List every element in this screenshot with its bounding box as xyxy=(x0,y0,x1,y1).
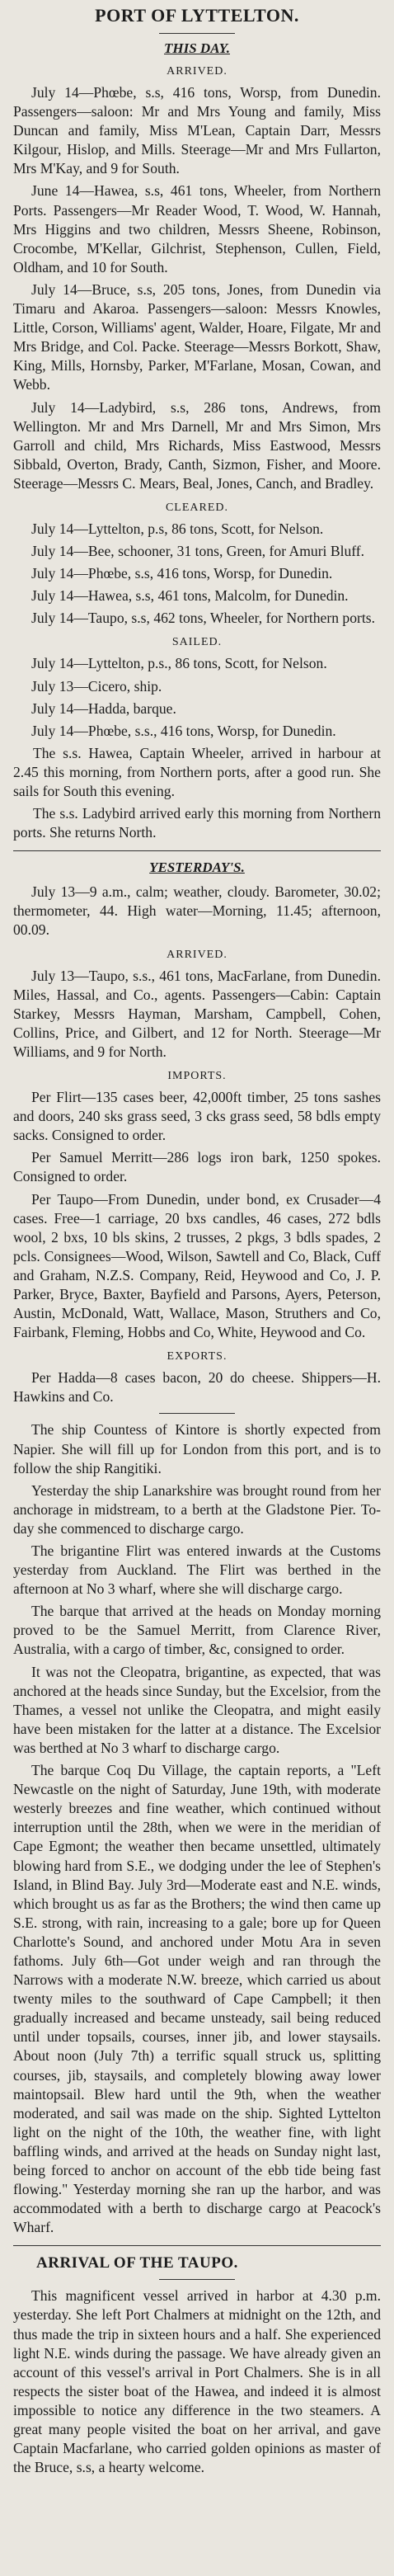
import-entry: Per Flirt—135 cases beer, 42,000ft timber, 25 tons sashes and doors, 240 sks grass seed, 3 cks grass seed, 58 bdls empty sacks. Consigned to order. xyxy=(13,1089,381,1144)
page-title: PORT OF LYTTELTON. xyxy=(95,5,299,26)
import-entry: Per Taupo—From Dunedin, under bond, ex Crusader—4 cases. Free—1 carriage, 20 bxs candles, 46 cases, 272 bdls wool, 2 bxs, 10 bls skins, 2 trusses, 2 pkgs, 3 bdls spades, 2 pcls. Consignees—Wood, Wilson, Sawtell and Co, Black, Cuff and Graham, N.Z.S. Company, Reid, Heywood and Co, J. P. Parker, Bryce, Baxter, Bayfield and Parsons, Ayers, Peterson, Austin, McDonald, Watt, Wallace, Mason, Struthers and Co, Fairbank, Fleming, Hobbs and Co, White, Heywood and Co. xyxy=(13,1190,381,1341)
news-divider xyxy=(159,1413,235,1414)
sailed-heading: SAILED. xyxy=(171,636,223,649)
cleared-entry: July 14—Lyttelton, p.s, 86 tons, Scott, for Nelson. xyxy=(31,520,324,537)
yesterday-arrived-heading: ARRIVED. xyxy=(167,948,227,961)
this-day-heading: THIS DAY. xyxy=(164,40,230,56)
export-entry: Per Hadda—8 cases bacon, 20 do cheese. Shippers—H. Hawkins and Co. xyxy=(13,1369,381,1406)
yesterday-arrived-entry: July 13—Taupo, s.s., 461 tons, MacFarlane, from Dunedin. Miles, Hassal, and Co., agents. Passengers—Cabin: Captain Starkey, Messrs Hayman, Marsham, Campbell, Cohen, Collins, Price, and Gilbert, and 12 for North. Steerage—Mr Williams, and 9 for North. xyxy=(13,967,381,1060)
cleared-entry: July 14—Phœbe, s.s, 416 tons, Worsp, for Dunedin. xyxy=(31,565,333,582)
arrival-notices xyxy=(13,744,381,842)
arrived-entry: July 14—Bruce, s.s, 205 tons, Jones, from Dunedin via Timaru and Akaroa. Passengers—saloon: Messrs Knowles, Little, Corson, Williams' agent, Walder, Hoare, Filgate, Mr and Mrs Bridge, and Col. Packe. Steerage—Messrs Borkott, Shaw, King, Mills, Hornsby, Parker, M'Farlane, Mosan, Cowan, and Webb. xyxy=(13,280,381,393)
notice-paragraph: The s.s. Hawea, Captain Wheeler, arrived in harbour at 2.45 this morning, from Northern ports, after a good run. She sails for South this evening. xyxy=(13,744,381,799)
arrived-entry: July 14—Phœbe, s.s, 416 tons, Worsp, from Dunedin. Passengers—saloon: Mr and Mrs Young and family, Miss Duncan and family, Miss M'Lean, Captain Darr, Messrs Kilgour, Hislop, and Mills. Steerage—Mr and Mrs Fullarton, Mrs M'Kay, and 9 for South. xyxy=(13,84,381,177)
arrived-entry: June 14—Hawea, s.s, 461 tons, Wheeler, from Northern Ports. Passengers—Mr Reader Wood, T. Wood, W. Hannah, Mrs Higgins and two children, Messrs Sheene, Robinson, Crocombe, M'Kellar, Gilchrist, Stephenson, Cullen, Field, Oldham, and 10 for South. xyxy=(13,182,381,275)
news-paragraph: The ship Countess of Kintore is shortly expected from Napier. She will fill up for London from this port, and is to follow the ship Rangitiki. xyxy=(13,1421,381,1476)
cleared-entry: July 14—Bee, schooner, 31 tons, Green, for Amuri Bluff. xyxy=(31,543,365,560)
news-paragraph: The barque Coq Du Village, the captain reports, a "Left Newcastle on the night of Saturday, June 19th, with moderate westerly breezes and fine weather, which continued without interruption until the 28th, when we were in the meridian of Cape Egmont; the weather then became unsettled, ultimately blowing hard from S.E., we dodging under the lee of Stephen's Island, in Blind Bay. July 3rd—Moderate east and N.E. winds, which brought us as far as the Brothers; the wind then came up S.E. strong, with rain, increasing to a gale; bore up for Queen Charlotte's Sound, and anchored under Motu Ara in seven fathoms. July 6th—Got under weigh and ran through the Narrows with a moderate N.W. breeze, which carried us about twenty miles to the southward of Cape Campbell; it then gradually increased and became unsteady, sail being reduced until under topsails, courses, inner jib, and lower staysails. About noon (July 7th) a terrific squall struck us, splitting courses, jib, staysails, and completely blowing away lower maintopsail. Blew hard until the 9th, when the weather moderated, and sail was made on the ship. Sighted Lyttelton light on the night of the 10th, the weather fine, with light baffling winds, and arrived at the heads on Sunday night last, being forced to anchor on account of the ebb tide being fast flowing." Yesterday morning she ran up the harbor, and was accommodated with a berth to discharge cargo at Peacock's Wharf. xyxy=(13,1762,381,2236)
taupo-article-heading: ARRIVAL OF THE TAUPO. xyxy=(36,2254,238,2272)
notice-paragraph: The s.s. Ladybird arrived early this morning from Northern ports. She returns North. xyxy=(13,805,381,841)
article-head-divider xyxy=(159,2279,235,2280)
sailed-entry: July 14—Lyttelton, p.s., 86 tons, Scott, for Nelson. xyxy=(31,655,327,672)
cleared-heading: CLEARED. xyxy=(165,501,229,514)
imports-heading: IMPORTS. xyxy=(167,1070,227,1083)
title-divider xyxy=(159,33,235,34)
import-entry: Per Samuel Merritt—286 logs iron bark, 1250 spokes. Consigned to order. xyxy=(13,1149,381,1185)
shipping-news xyxy=(13,1420,381,2237)
news-paragraph: The brigantine Flirt was entered inwards at the Customs yesterday from Auckland. The Flirt was berthed in the afternoon at No 3 wharf, where she will discharge cargo. xyxy=(13,1542,381,1598)
cleared-entry: July 14—Taupo, s.s, 462 tons, Wheeler, for Northern ports. xyxy=(31,610,375,627)
yesterdays-heading: YESTERDAY'S. xyxy=(149,859,245,876)
sailed-entry: July 13—Cicero, ship. xyxy=(31,677,162,695)
article-divider xyxy=(13,2245,381,2246)
sailed-entry: July 14—Phœbe, s.s., 416 tons, Worsp, for Dunedin. xyxy=(31,722,336,739)
cleared-entry: July 14—Hawea, s.s, 461 tons, Malcolm, for Dunedin. xyxy=(31,587,349,605)
arrived-entry: July 14—Ladybird, s.s, 286 tons, Andrews, from Wellington. Mr and Mrs Darnell, Mr and Mrs Simon, Mrs Garroll and child, Mrs Richards, Miss Eastwood, Messrs Sibbald, Overton, Brady, Canth, Sizmon, Fisher, and Moore. Steerage—Messrs C. Mears, Beal, Jones, Canch, and Bradley. xyxy=(13,398,381,492)
imports-list xyxy=(13,1088,381,1342)
section-divider xyxy=(13,850,381,851)
news-paragraph: The barque that arrived at the heads on Monday morning proved to be the Samuel Merritt, from Clarence River, Australia, with a cargo of timber, &c, consigned to order. xyxy=(13,1603,381,1658)
sailed-entry: July 14—Hadda, barque. xyxy=(31,699,176,717)
news-paragraph: Yesterday the ship Lanarkshire was brought round from her anchorage in midstream, to a berth at the Gladstone Pier. To-day she commenced to discharge cargo. xyxy=(13,1481,381,1537)
exports-heading: EXPORTS. xyxy=(167,1350,227,1363)
arrived-heading: ARRIVED. xyxy=(167,65,227,78)
news-paragraph: It was not the Cleopatra, brigantine, as expected, that was anchored at the heads since Sunday, but the Excelsior, from the Thames, a vessel not unlike the Cleopatra, and might easily have been mistaken for the latter at a distance. The Excelsior was berthed at No 3 wharf to discharge cargo. xyxy=(13,1663,381,1756)
taupo-article-body: This magnificent vessel arrived in harbor at 4.30 p.m. yesterday. She left Port Chalmers at midnight on the 12th, and thus made the trip in sixteen hours and a half. She experienced light N.E. winds during the passage. We have already given an account of this vessel's arrival in Port Chalmers. She is in all respects the sister boat of the Hawea, and indeed it is almost impossible to notice any difference in the two steamers. A great many people visited the boat on her arrival, and gave Captain Macfarlane, who carried golden opinions as master of the Bruce, s.s, a hearty welcome. xyxy=(13,2287,381,2476)
weather-report: July 13—9 a.m., calm; weather, cloudy. Barometer, 30.02; thermometer, 44. High water—Morning, 11.45; afternoon, 00.09. xyxy=(13,883,381,939)
